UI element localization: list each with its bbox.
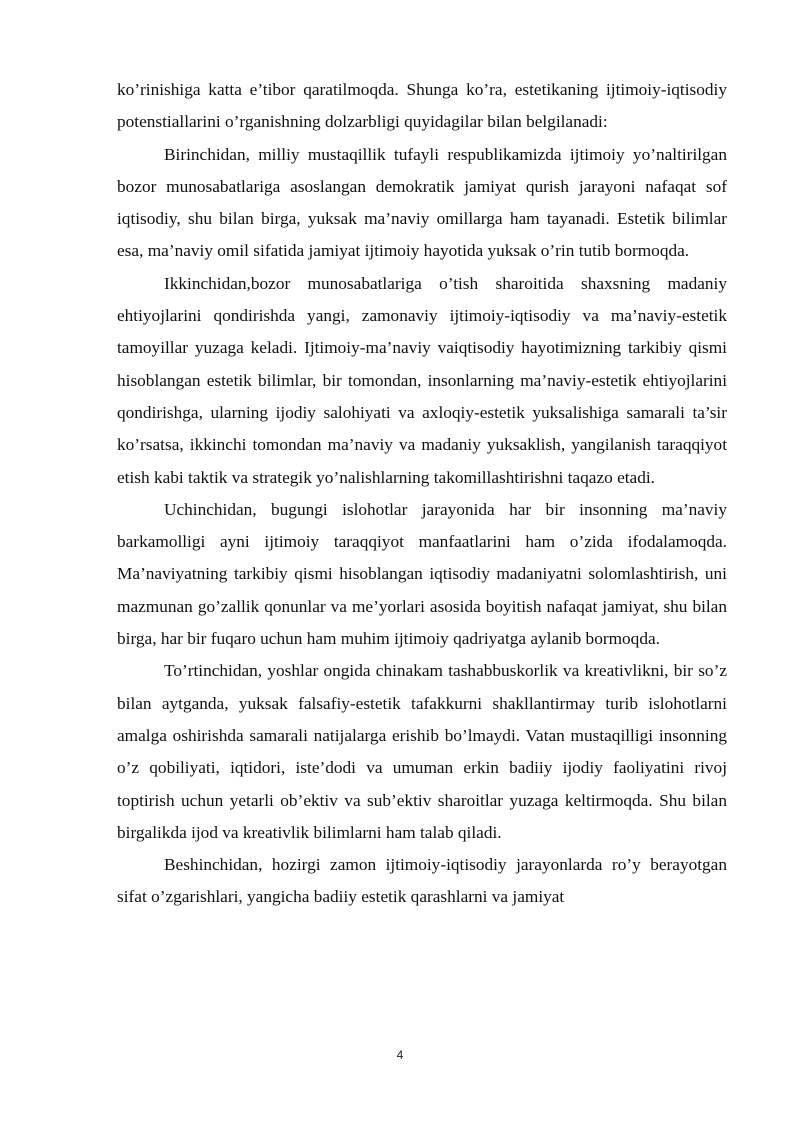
paragraph-second-point: Ikkinchidan,bozor munosabatlariga o’tish sharoitida shaxsning madaniy ehtiyojlarini qondirishda yangi, zamonaviy ijtimoiy-iqtisodiy va ma’naviy-estetik tamoyillar yuzaga keladi. Ijtimoiy-ma’naviy vaiqtisodiy hayotimizning tarkibiy qismi hisoblangan estetik bilimlar, bir tomondan, insonlarning ma’naviy-estetik ehtiyojlarini qondirishga, ularning ijodiy salohiyati va axloqiy-estetik yuksalishiga samarali ta’sir ko’rsatsa, ikkinchi tomondan ma’naviy va madaniy yuksaklish, yangilanish taraqqiyot etish kabi taktik va strategik yo’nalishlarning takomillashtirishni taqazo etadi.: [117, 273, 727, 487]
paragraph-fifth-point: Beshinchidan, hozirgi zamon ijtimoiy-iqtisodiy jarayonlarda ro’y berayotgan sifat o’zgarishlari, yangicha badiiy estetik qarashlarni va jamiyat: [117, 855, 727, 907]
paragraph-fourth-point: To’rtinchidan, yoshlar ongida chinakam tashabbuskorlik va kreativlikni, bir so’z bilan aytganda, yuksak falsafiy-estetik tafakkurni shakllantirmay turib islohotlarni amalga oshirishda samarali natijalarga erishib bo’lmaydi. Vatan mustaqilligi insonning o’z qobiliyati, iqtidori, iste’dodi va umuman erkin badiiy ijodiy faoliyatini rivoj toptirish uchun yetarli ob’ektiv va sub’ektiv sharoitlar yuzaga keltirmoqda. Shu bilan birgalikda ijod va kreativlik bilimlarni ham talab qiladi.: [117, 661, 727, 842]
paragraph-intro-continuation: ko’rinishiga katta e’tibor qaratilmoqda. Shunga ko’ra, estetikaning ijtimoiy-iqtisodiy potenstiallarini o’rganishning dolzarbligi quyidagilar bilan belgilanadi:: [117, 80, 727, 132]
page-number: 4: [396, 1048, 404, 1062]
paragraph-third-point: Uchinchidan, bugungi islohotlar jarayonida har bir insonning ma’naviy barkamolligi ayni ijtimoiy taraqqiyot manfaatlarini ham o’zida ifodalamoqda. Ma’naviyatning tarkibiy qismi hisoblangan iqtisodiy madaniyatni solomlashtirish, uni mazmunan go’zallik qonunlar va me’yorlari asosida boyitish nafaqat jamiyat, shu bilan birga, har bir fuqaro uchun ham muhim ijtimoiy qadriyatga aylanib bormoqda.: [117, 499, 727, 649]
paragraph-first-point: Birinchidan, milliy mustaqillik tufayli respublikamizda ijtimoiy yo’naltirilgan bozor munosabatlariga asoslangan demokratik jamiyat qurish jarayoni nafaqat sof iqtisodiy, shu bilan birga, yuksak ma’naviy omillarga ham tayanadi. Estetik bilimlar esa, ma’naviy omil sifatida jamiyat ijtimoiy hayotida yuksak o’rin tutib bormoqda.: [117, 144, 727, 261]
